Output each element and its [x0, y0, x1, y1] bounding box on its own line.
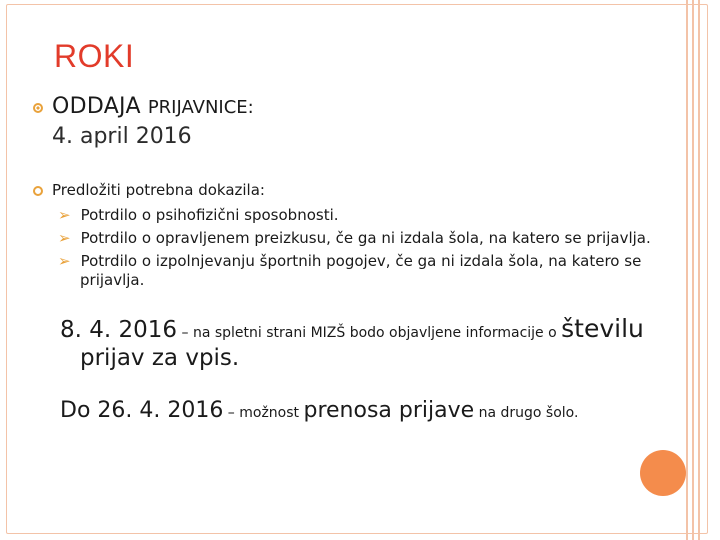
transfer-paragraph	[60, 398, 578, 423]
transfer-emphasis: prenosa prijave	[303, 398, 475, 423]
list-item-text: Potrdilo o psihofizični sposobnosti.	[80, 206, 339, 224]
info-paragraph	[60, 314, 644, 343]
arrow-bullet-icon: ➢	[58, 229, 71, 247]
list-item	[58, 229, 651, 247]
decor-line	[686, 0, 688, 540]
section-heading: Predložiti potrebna dokazila:	[52, 181, 265, 199]
decor-circle	[640, 450, 686, 496]
transfer-text: – možnost	[223, 405, 304, 421]
transfer-date: Do 26. 4. 2016	[60, 398, 224, 423]
list-item	[58, 206, 339, 224]
decor-line	[698, 0, 700, 540]
info-date: 8. 4. 2016	[60, 317, 178, 343]
section-heading	[52, 94, 254, 119]
arrow-bullet-icon: ➢	[58, 206, 71, 224]
list-item-text: Potrdilo o izpolnjevanju športnih pogojev, če ga ni izdala šola, na katero se	[80, 252, 642, 270]
heading-rest: PRIJAVNICE:	[147, 97, 254, 118]
info-text: – na spletni strani MIZŠ bodo objavljene informacije o	[177, 325, 562, 341]
info-paragraph-line2: prijav za vpis.	[80, 345, 240, 371]
info-emphasis: številu	[561, 314, 644, 343]
deadline-date: 4. april 2016	[52, 124, 192, 149]
circle-bullet-icon	[33, 103, 43, 113]
slide-title: ROKI	[54, 38, 135, 74]
decor-line	[692, 0, 694, 540]
transfer-text-end: na drugo šolo.	[474, 405, 579, 421]
circle-bullet-icon	[33, 186, 43, 196]
list-item	[58, 252, 641, 270]
list-item-text: Potrdilo o opravljenem preizkusu, če ga ni izdala šola, na katero se prijavlja.	[80, 229, 651, 247]
arrow-bullet-icon: ➢	[58, 252, 71, 270]
heading-caps: ODDAJA	[52, 94, 141, 119]
list-item-continuation: prijavlja.	[80, 271, 145, 289]
